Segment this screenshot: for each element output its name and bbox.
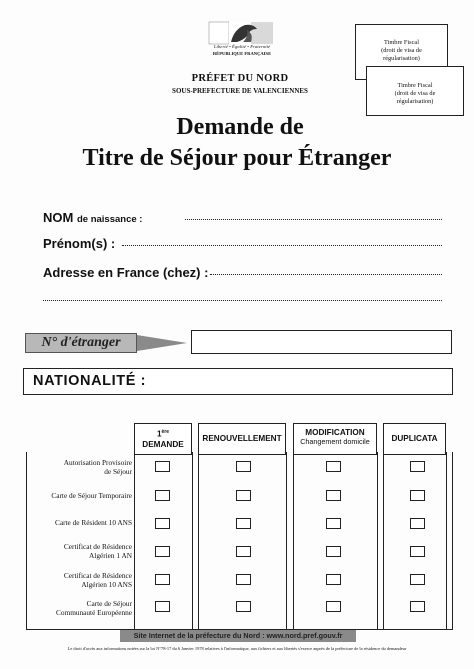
nom-field[interactable]	[185, 218, 442, 220]
checkbox[interactable]	[326, 574, 341, 585]
row-label-line: Carte de Résident 10 ANS	[54, 518, 132, 527]
col-label: MODIFICATION	[305, 428, 365, 437]
stamp-line: (droit de visa de	[394, 90, 436, 97]
col-sublabel: Changement domicile	[300, 437, 370, 446]
checkbox[interactable]	[410, 601, 425, 612]
numero-etranger-label: N° d'étranger	[25, 333, 137, 353]
checkbox[interactable]	[410, 461, 425, 472]
col-label-2: DEMANDE	[142, 439, 184, 449]
row-label	[30, 518, 132, 527]
table-divider	[286, 452, 287, 630]
checkbox[interactable]	[326, 601, 341, 612]
row-label-line: Certificat de Résidence	[63, 571, 132, 580]
adresse-field[interactable]	[210, 273, 442, 275]
column-header-duplicata	[383, 423, 446, 455]
stamp-line: Timbre Fiscal	[384, 39, 419, 46]
row-label	[30, 571, 132, 589]
legal-notice: Le droit d'accès aux informations notées sur la loi N°78-17 du 6 Janvier 1978 relatives à l'informatique, aux fichiers et aux libertés s'exerce auprès de la préfecture de la résidence du demandeur	[67, 646, 407, 651]
stamp-line: (droit de visa de	[381, 47, 422, 54]
checkbox[interactable]	[410, 574, 425, 585]
nom-label	[43, 210, 142, 228]
row-label	[30, 458, 132, 476]
col-label: RENOUVELLEMENT	[202, 434, 282, 443]
checkbox[interactable]	[236, 461, 251, 472]
row-label	[30, 491, 132, 500]
nationalite-label: NATIONALITÉ :	[33, 373, 147, 389]
table-divider	[377, 452, 378, 630]
checkbox[interactable]	[410, 490, 425, 501]
stamp-line: Timbre Fiscal	[397, 82, 433, 89]
col-label: DUPLICATA	[391, 434, 438, 443]
checkbox[interactable]	[410, 518, 425, 529]
col-label-sup: ère	[161, 429, 170, 435]
document-title: Demande de	[176, 114, 304, 140]
column-header-renouvellement	[198, 423, 286, 455]
table-divider	[192, 452, 193, 630]
timbre-fiscal-box	[366, 66, 464, 116]
checkbox[interactable]	[155, 518, 170, 529]
column-header-modification	[293, 423, 377, 455]
stamp-line: régularisation)	[396, 98, 434, 105]
checkbox[interactable]	[155, 490, 170, 501]
row-label-line: Certificat de Résidence	[63, 542, 132, 551]
checkbox[interactable]	[236, 518, 251, 529]
checkbox[interactable]	[326, 490, 341, 501]
checkbox[interactable]	[236, 490, 251, 501]
col-label: 1	[156, 429, 162, 439]
document-subtitle: Titre de Séjour pour Étranger	[82, 145, 392, 171]
row-label-line: Communauté Européenne	[56, 608, 132, 617]
checkbox[interactable]	[236, 574, 251, 585]
row-label	[30, 599, 132, 617]
checkbox[interactable]	[155, 601, 170, 612]
column-header-premiere-demande	[134, 423, 192, 455]
website-banner: Site Internet de la préfecture du Nord : www.nord.pref.gouv.fr	[120, 630, 356, 642]
row-label-line: Algérien 1 AN	[89, 551, 132, 560]
checkbox[interactable]	[155, 461, 170, 472]
table-divider	[446, 452, 447, 630]
logo-republique: RÉPUBLIQUE FRANÇAISE	[212, 51, 272, 56]
checkbox[interactable]	[326, 546, 341, 557]
table-divider	[383, 452, 384, 630]
checkbox[interactable]	[326, 518, 341, 529]
checkbox[interactable]	[155, 546, 170, 557]
logo-motto: Liberté • Égalité • Fraternité	[213, 44, 271, 49]
checkbox[interactable]	[236, 546, 251, 557]
row-label-line: Autorisation Provisoire	[63, 458, 132, 467]
checkbox[interactable]	[155, 574, 170, 585]
adresse-field-line2[interactable]	[43, 299, 442, 301]
row-label-line: Carte de Séjour	[86, 599, 132, 608]
prenom-label: Prénom(s) :	[43, 236, 116, 251]
row-label	[30, 542, 132, 560]
checkbox[interactable]	[236, 601, 251, 612]
prenom-field[interactable]	[122, 244, 442, 246]
nom-label-sub: de naissance :	[76, 214, 143, 225]
adresse-label: Adresse en France (chez) :	[43, 265, 209, 280]
sous-prefecture-heading: SOUS-PREFECTURE DE VALENCIENNES	[172, 87, 308, 95]
table-divider	[134, 452, 135, 630]
checkbox[interactable]	[410, 546, 425, 557]
table-divider	[198, 452, 199, 630]
checkbox[interactable]	[326, 461, 341, 472]
table-divider	[293, 452, 294, 630]
stamp-line: régularisation)	[383, 55, 420, 62]
row-label-line: de Séjour	[104, 467, 132, 476]
row-label-line: Carte de Séjour Temporaire	[51, 491, 132, 500]
arrow-right-icon	[137, 335, 187, 351]
numero-etranger-field[interactable]	[191, 330, 452, 354]
row-label-line: Algérien 10 ANS	[81, 580, 132, 589]
nom-label-main: NOM	[43, 210, 74, 225]
prefet-heading: PRÉFET DU NORD	[191, 73, 289, 84]
